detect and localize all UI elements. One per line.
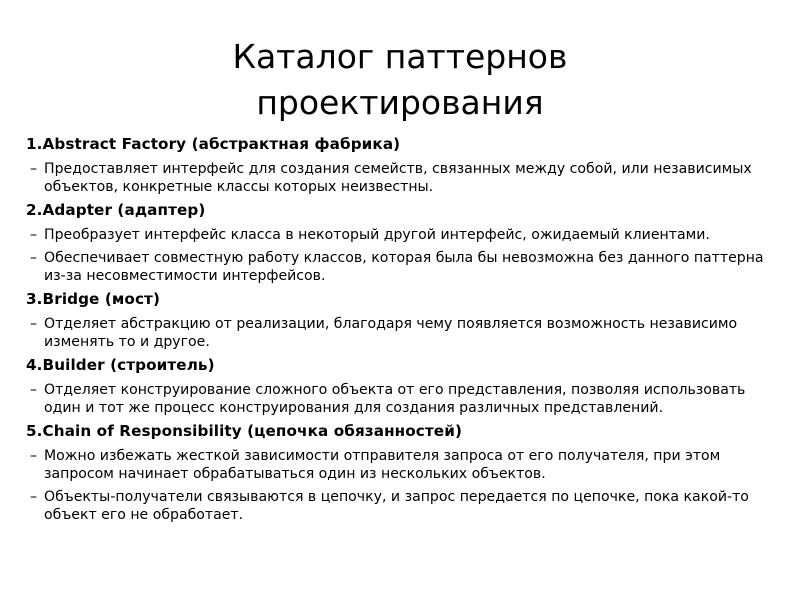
bullet-text: Объекты-получатели связываются в цепочку, и запрос передается по цепочке, пока какой-то объект его не обработает. bbox=[44, 489, 749, 523]
pattern-description bbox=[26, 226, 786, 244]
slide-title-line-1: Каталог паттернов bbox=[232, 37, 568, 76]
item-heading-text: Adapter (адаптер) bbox=[42, 201, 206, 219]
item-number: 2. bbox=[26, 201, 43, 219]
bullet-text: Можно избежать жесткой зависимости отправителя запроса от его получателя, при этом запросом начинает обрабатываться один из нескольких объектов. bbox=[44, 448, 721, 482]
bullet-text: Преобразует интерфейс класса в некоторый другой интерфейс, ожидаемый клиентами. bbox=[44, 227, 710, 243]
bullet-text: Отделяет конструирование сложного объекта от его представления, позволяя использовать один и тот же процесс конструирования для создания различных представлений. bbox=[44, 382, 746, 416]
pattern-heading bbox=[26, 135, 786, 154]
bullet-text: Отделяет абстракцию от реализации, благодаря чему появляется возможность независимо изменять то и другое. bbox=[44, 316, 738, 350]
dash-bullet-icon: – bbox=[30, 382, 38, 398]
dash-bullet-icon: – bbox=[30, 227, 38, 243]
pattern-item-chain-of-responsibility bbox=[26, 422, 786, 524]
dash-bullet-icon: – bbox=[30, 448, 38, 464]
item-heading-text: Abstract Factory (абстрактная фабрика) bbox=[42, 135, 401, 153]
pattern-heading bbox=[26, 201, 786, 220]
slide-title-line-2: проектирования bbox=[256, 83, 544, 122]
item-heading-text: Builder (строитель) bbox=[42, 356, 215, 374]
dash-bullet-icon: – bbox=[30, 316, 38, 332]
bullet-text: Обеспечивает совместную работу классов, которая была бы невозможна без данного паттерна из-за несовместимости интерфейсов. bbox=[44, 250, 764, 284]
pattern-item-abstract-factory bbox=[26, 135, 786, 196]
pattern-item-adapter bbox=[26, 201, 786, 285]
item-number: 3. bbox=[26, 290, 43, 308]
pattern-item-builder bbox=[26, 356, 786, 417]
pattern-item-bridge bbox=[26, 290, 786, 351]
pattern-description bbox=[26, 315, 786, 351]
pattern-heading bbox=[26, 290, 786, 309]
pattern-description bbox=[26, 160, 786, 196]
bullet-text: Предоставляет интерфейс для создания семейств, связанных между собой, или независимых объектов, конкретные классы которых неизвестны. bbox=[44, 161, 752, 195]
pattern-description bbox=[26, 447, 786, 483]
pattern-list bbox=[26, 135, 786, 529]
slide-title bbox=[0, 34, 800, 126]
pattern-description bbox=[26, 381, 786, 417]
pattern-heading bbox=[26, 356, 786, 375]
pattern-heading bbox=[26, 422, 786, 441]
item-number: 4. bbox=[26, 356, 43, 374]
item-number: 5. bbox=[26, 422, 43, 440]
dash-bullet-icon: – bbox=[30, 161, 38, 177]
item-heading-text: Bridge (мост) bbox=[42, 290, 160, 308]
dash-bullet-icon: – bbox=[30, 489, 38, 505]
dash-bullet-icon: – bbox=[30, 250, 38, 266]
pattern-description bbox=[26, 249, 786, 285]
item-heading-text: Chain of Responsibility (цепочка обязанностей) bbox=[42, 422, 462, 440]
item-number: 1. bbox=[26, 135, 43, 153]
pattern-description bbox=[26, 488, 786, 524]
